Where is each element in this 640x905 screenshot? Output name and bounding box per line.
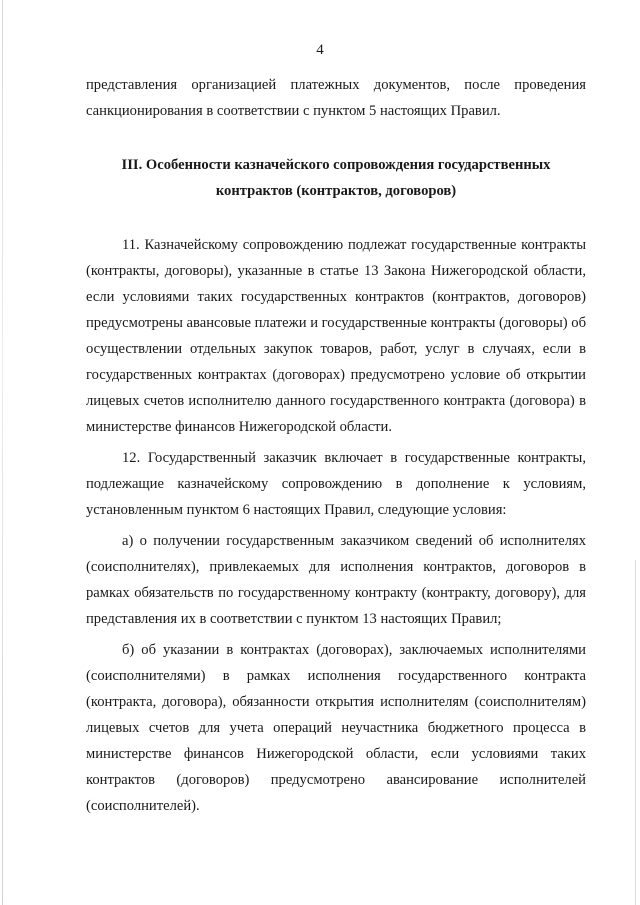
paragraph-12a: а) о получении государственным заказчиком сведений об исполнителях (соисполнителях), привлекаемых для исполнения контрактов, договоров в рамках обязательств по государственному контракту (контракту, договору), для представления их в соответствии с пунктом 13 настоящих Правил; [86, 533, 586, 627]
section-heading: III. Особенности казначейского сопровождения государственных контрактов (контрактов, договоров) [121, 157, 551, 199]
intro-paragraph: представления организацией платежных документов, после проведения санкционирования в соответствии с пунктом 5 настоящих Правил. [86, 77, 586, 119]
document-body [86, 72, 586, 819]
paragraph-11: 11. Казначейскому сопровождению подлежат государственные контракты (контракты, договоры), указанные в статье 13 Закона Нижегородской области, если условиями таких государственных контрактов (контрактов, договоров) предусмотрены авансовые платежи и государственные контракты (договоры) об осуществлении отдельных закупок товаров, работ, услуг в случаях, если в государственных контрактах (договорах) предусмотрено условие об открытии лицевых счетов исполнителю данного государственного контракта (договора) в министерстве финансов Нижегородской области. [86, 237, 586, 435]
page-number: 4 [316, 42, 324, 58]
paragraph-12: 12. Государственный заказчик включает в государственные контракты, подлежащие казначейскому сопровождению в дополнение к условиям, установленным пунктом 6 настоящих Правил, следующие условия: [86, 450, 586, 518]
paragraph-12b: б) об указании в контрактах (договорах), заключаемых исполнителями (соисполнителями) в рамках исполнения государственного контракта (контракта, договора), обязанности открытия исполнителям (соисполнителям) лицевых счетов для учета операций неучастника бюджетного процесса в министерстве финансов Нижегородской области, если условиями таких контрактов (договоров) предусмотрено авансирование исполнителей (соисполнителей). [86, 642, 586, 814]
scan-edge-right [635, 560, 636, 905]
scan-edge-left [2, 0, 3, 905]
